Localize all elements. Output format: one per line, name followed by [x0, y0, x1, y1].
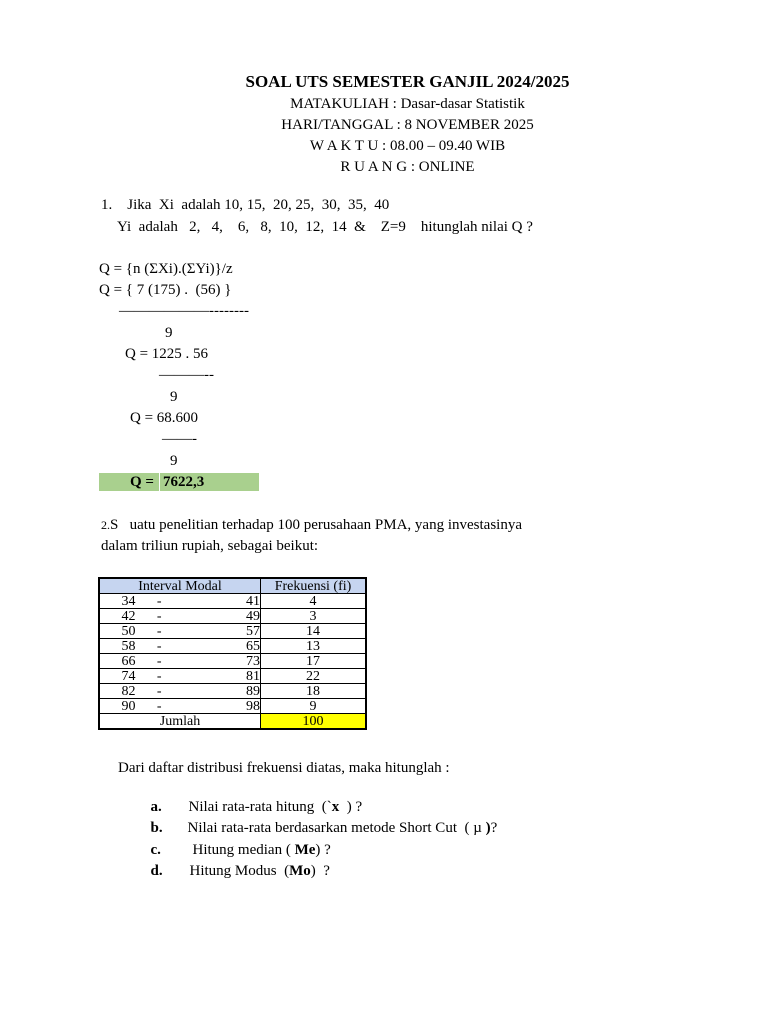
item-letter: a. [150, 799, 162, 815]
exam-room: R U A N G : ONLINE [340, 159, 475, 175]
q1-den2: 9 [170, 389, 178, 405]
q1-result-divider [159, 473, 160, 491]
table-row [99, 699, 366, 714]
frequency-value: 4 [309, 593, 317, 609]
q2-line1 [101, 516, 522, 534]
q2-line2: dalam triliun rupiah, sebagai beikut: [101, 538, 319, 554]
frequency-value: 13 [306, 638, 320, 654]
q1-step1: Q = { 7 (175) . (56) } [99, 282, 232, 298]
interval-dash: - [156, 653, 162, 669]
table-row [99, 684, 366, 699]
interval-high: 57 [214, 624, 261, 639]
frequency-value: 18 [306, 683, 320, 699]
frequency-value: 22 [306, 668, 320, 684]
interval-high: 65 [214, 639, 261, 654]
item-text: Hitung Modus ( [189, 863, 290, 879]
interval-low: 66 [121, 653, 136, 669]
item-symbol: Me [294, 842, 316, 858]
interval-high: 81 [214, 669, 261, 684]
interval-high: 98 [214, 699, 261, 714]
table-row [99, 639, 366, 654]
item-text-end: ) ? [315, 842, 331, 858]
header-frequency: Frekuensi (fi) [261, 578, 367, 594]
exam-time: W A K T U : 08.00 – 09.40 WIB [309, 138, 506, 154]
q1-formula: Q = {n (ΣXi).(ΣYi)}/z [99, 261, 233, 277]
item-letter: c. [150, 842, 161, 858]
q1-line2: Yi adalah 2, 4, 6, 8, 10, 12, 14 & Z=9 hitunglah nilai Q ? [117, 219, 533, 235]
interval-dash: - [156, 698, 162, 714]
interval-low: 42 [121, 608, 136, 624]
interval-dash: - [156, 668, 162, 684]
list-item [143, 844, 330, 880]
interval-high: 49 [214, 609, 261, 624]
q1-step2: Q = 1225 . 56 [125, 346, 209, 362]
interval-dash: - [156, 593, 162, 609]
interval-low: 58 [121, 638, 136, 654]
interval-low: 50 [121, 623, 136, 639]
exam-title: SOAL UTS SEMESTER GANJIL 2024/2025 [245, 72, 570, 91]
interval-dash: - [156, 623, 162, 639]
total-value: 100 [261, 714, 367, 730]
q1-result-value: 7622,3 [163, 474, 205, 490]
interval-low: 74 [121, 668, 136, 684]
item-symbol: x [331, 799, 340, 815]
frequency-table [98, 577, 367, 730]
total-label: Jumlah [99, 714, 261, 730]
table-row [99, 654, 366, 669]
interval-high: 41 [214, 594, 261, 609]
q2-intro: Dari daftar distribusi frekuensi diatas, maka hitunglah : [118, 760, 450, 776]
q1-bar3: ——- [162, 431, 197, 447]
interval-dash: - [156, 683, 162, 699]
q1-result-box [99, 473, 259, 491]
q1-bar2: ———-- [159, 367, 214, 383]
interval-dash: - [156, 608, 162, 624]
q1-step3: Q = 68.600 [130, 410, 199, 426]
interval-low: 90 [121, 698, 136, 714]
frequency-value: 3 [309, 608, 317, 624]
interval-high: 73 [214, 654, 261, 669]
item-text-end: ? [490, 820, 498, 836]
q2-number: 2. [101, 518, 110, 532]
item-symbol: Mo [289, 863, 311, 879]
table-row [99, 624, 366, 639]
item-text: Nilai rata-rata hitung (` [188, 799, 332, 815]
table-row [99, 609, 366, 624]
item-symbol: ) [485, 820, 491, 836]
course-name: MATAKULIAH : Dasar-dasar Statistik [290, 96, 525, 112]
item-letter: b. [150, 820, 163, 836]
q1-den3: 9 [170, 453, 178, 469]
frequency-value: 17 [306, 653, 320, 669]
q1-result-label: Q = [130, 474, 154, 490]
item-text-end: ) ? [310, 863, 330, 879]
table-total-row [99, 714, 366, 730]
item-text-end: ) ? [339, 799, 363, 815]
interval-high: 89 [214, 684, 261, 699]
q2-text1: S uatu penelitian terhadap 100 perusahaan PMA, yang investasinya [110, 517, 522, 533]
table-header-row [99, 578, 366, 594]
item-letter: d. [150, 863, 163, 879]
frequency-value: 9 [309, 698, 317, 714]
frequency-value: 14 [306, 623, 320, 639]
q1-line1: 1. Jika Xi adalah 10, 15, 20, 25, 30, 35, 40 [101, 197, 390, 213]
interval-low: 82 [121, 683, 136, 699]
interval-dash: - [156, 638, 162, 654]
table-row [99, 594, 366, 609]
interval-low: 34 [121, 593, 136, 609]
item-text: Hitung median ( [192, 842, 295, 858]
q1-bar1: ——————-------- [119, 303, 249, 319]
table-row [99, 669, 366, 684]
item-text: Nilai rata-rata berdasarkan metode Short Cut ( µ [187, 820, 486, 836]
exam-date: HARI/TANGGAL : 8 NOVEMBER 2025 [281, 117, 534, 133]
header-interval: Interval Modal [99, 578, 261, 594]
q1-den1: 9 [165, 325, 173, 341]
